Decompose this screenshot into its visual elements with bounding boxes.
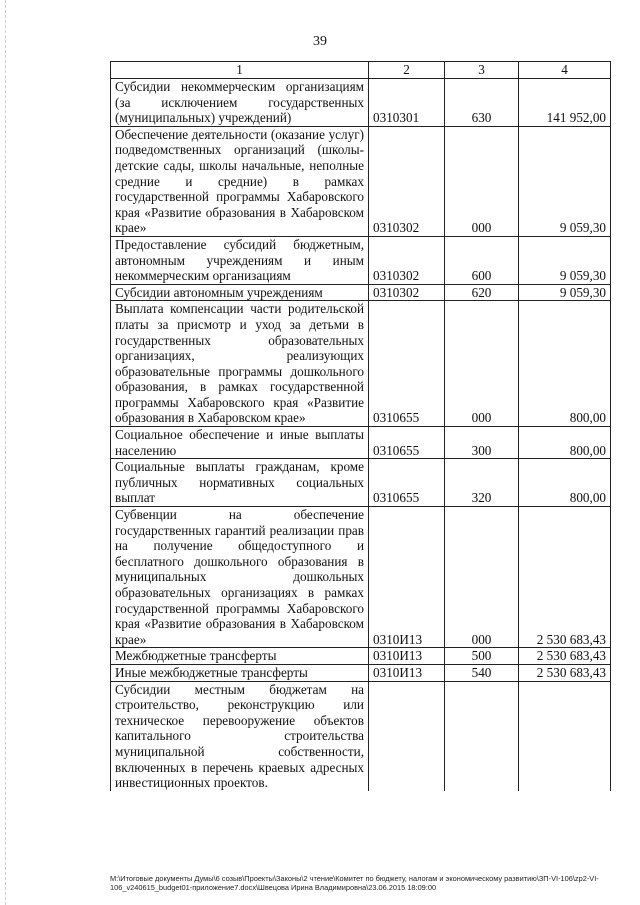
- row-csr: 0310302: [369, 284, 445, 301]
- row-sum: 800,00: [519, 459, 611, 507]
- row-sum: 9 059,30: [519, 236, 611, 284]
- row-csr: 0310И13: [369, 648, 445, 665]
- row-sum: 2 530 683,43: [519, 507, 611, 648]
- table-row: [111, 648, 611, 665]
- row-vr: 320: [445, 459, 519, 507]
- row-csr: 0310655: [369, 427, 445, 459]
- row-vr: 540: [445, 664, 519, 681]
- row-csr: 0310И13: [369, 664, 445, 681]
- row-sum: 9 059,30: [519, 126, 611, 236]
- row-sum: 800,00: [519, 427, 611, 459]
- budget-table: [110, 61, 611, 791]
- row-csr: 0310И13: [369, 507, 445, 648]
- scan-edge-marks: [5, 0, 6, 905]
- row-sum: 141 952,00: [519, 79, 611, 127]
- row-name: Иные межбюджетные трансферты: [111, 664, 369, 681]
- row-csr: 0310655: [369, 301, 445, 427]
- table-row: [111, 459, 611, 507]
- row-name: Социальные выплаты гражданам, кроме публичных нормативных социальных выплат: [111, 459, 369, 507]
- row-name: Предоставление субсидий бюджетным, автономным учреждениям и иным некоммерческим организациям: [111, 236, 369, 284]
- row-name: Субвенции на обеспечение государственных гарантий реализации прав на получение общедоступного и бесплатного дошкольного образования в муниципальных дошкольных образовательных организациях в рамках государственной программы Хабаровского края «Развитие образования в Хабаровском крае»: [111, 507, 369, 648]
- table-row: [111, 427, 611, 459]
- header-col-2: 2: [369, 62, 445, 79]
- table-header-row: [111, 62, 611, 79]
- row-vr: 630: [445, 79, 519, 127]
- header-col-1: 1: [111, 62, 369, 79]
- row-sum: 9 059,30: [519, 284, 611, 301]
- table-row: [111, 236, 611, 284]
- row-sum: 2 530 683,43: [519, 664, 611, 681]
- row-sum: 2 530 683,43: [519, 648, 611, 665]
- row-vr: 000: [445, 126, 519, 236]
- table-row: [111, 301, 611, 427]
- page-number: 39: [313, 34, 327, 49]
- row-name: Социальное обеспечение и иные выплаты населению: [111, 427, 369, 459]
- header-col-3: 3: [445, 62, 519, 79]
- table-row: [111, 126, 611, 236]
- row-vr: 300: [445, 427, 519, 459]
- row-name: Выплата компенсации части родительской платы за присмотр и уход за детьми в государственных образовательных организациях, реализующих образовательные программы дошкольного образования, в рамках государственной программы Хабаровского края «Развитие образования в Хабаровском крае»: [111, 301, 369, 427]
- row-csr: 0310655: [369, 459, 445, 507]
- row-vr: [445, 681, 519, 791]
- row-csr: [369, 681, 445, 791]
- row-csr: 0310302: [369, 126, 445, 236]
- row-csr: 0310302: [369, 236, 445, 284]
- row-vr: 620: [445, 284, 519, 301]
- row-vr: 500: [445, 648, 519, 665]
- document-footer-path: M:\Итоговые документы Думы\6 созыв\Проекты\Законы\2 чтение\Комитет по бюджету, налогам и экономическому развитию\ЗП-VI-106\zp2-VI-106_v240615_budget01-приложение7.docx\Швецова Ирина Владимировна\23.06.2015 18:09:00: [110, 874, 599, 892]
- table-row: [111, 681, 611, 791]
- table-row: [111, 79, 611, 127]
- row-name: Обеспечение деятельности (оказание услуг) подведомственных организаций (школы-детские сады, школы начальные, неполные средние и средние) в рамках государственной программы Хабаровского края «Развитие образования в Хабаровском крае»: [111, 126, 369, 236]
- header-col-4: 4: [519, 62, 611, 79]
- row-vr: 000: [445, 301, 519, 427]
- row-sum: 800,00: [519, 301, 611, 427]
- row-name: Субсидии автономным учреждениям: [111, 284, 369, 301]
- row-sum: [519, 681, 611, 791]
- table-row: [111, 664, 611, 681]
- row-name: Межбюджетные трансферты: [111, 648, 369, 665]
- row-csr: 0310301: [369, 79, 445, 127]
- row-vr: 600: [445, 236, 519, 284]
- row-name: Субсидии местным бюджетам на строительство, реконструкцию или техническое перевооружение объектов капитального строительства муниципальной собственности, включенных в перечень краевых адресных инвестиционных проектов.: [111, 681, 369, 791]
- row-vr: 000: [445, 507, 519, 648]
- table-row: [111, 284, 611, 301]
- table-row: [111, 507, 611, 648]
- row-name: Субсидии некоммерческим организациям (за исключением государственных (муниципальных) учреждений): [111, 79, 369, 127]
